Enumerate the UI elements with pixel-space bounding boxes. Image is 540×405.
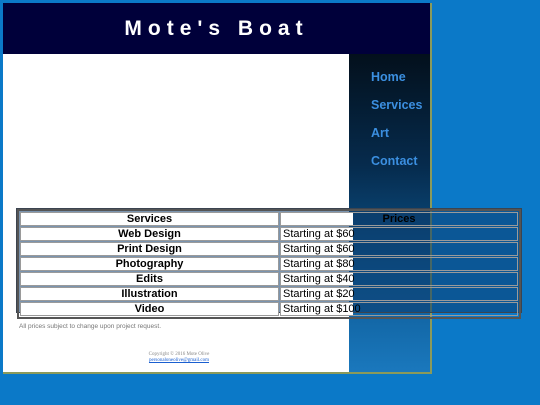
site-header (3, 3, 430, 54)
nav-link-services[interactable]: Services (371, 98, 423, 112)
table-row (20, 242, 518, 256)
table-row (20, 257, 518, 271)
price-cell: Starting at $60 (280, 227, 518, 241)
price-cell: Starting at $80 (280, 257, 518, 271)
price-note: All prices subject to change upon project request. (19, 323, 162, 330)
service-cell: Photography (20, 257, 279, 271)
nav-link-contact[interactable]: Contact (371, 154, 418, 168)
nav-item-services (371, 92, 422, 120)
table-header-row (20, 212, 518, 226)
nav-item-contact (371, 148, 422, 176)
price-cell: Starting at $40 (280, 272, 518, 286)
site-title: Mote's Boat (124, 16, 309, 40)
service-cell: Web Design (20, 227, 279, 241)
table-row (20, 302, 518, 316)
service-cell: Print Design (20, 242, 279, 256)
nav-menu (371, 64, 422, 176)
table-row (20, 227, 518, 241)
nav-item-home (371, 64, 422, 92)
table-row (20, 272, 518, 286)
footer-email-link[interactable]: personaloneolive@gmail.com (148, 358, 209, 363)
price-cell: Starting at $100 (280, 302, 518, 316)
nav-link-home[interactable]: Home (371, 70, 406, 84)
service-cell: Edits (20, 272, 279, 286)
copyright-text: Copyright © 2016 Mote Olive (148, 352, 210, 357)
price-cell: Starting at $20 (280, 287, 518, 301)
nav-item-art (371, 120, 422, 148)
header-services: Services (20, 212, 279, 226)
prices-table (17, 209, 521, 319)
service-cell: Illustration (20, 287, 279, 301)
header-prices: Prices (280, 212, 518, 226)
footer (129, 352, 229, 364)
price-cell: Starting at $60 (280, 242, 518, 256)
table-row (20, 287, 518, 301)
nav-link-art[interactable]: Art (371, 126, 390, 140)
service-cell: Video (20, 302, 279, 316)
